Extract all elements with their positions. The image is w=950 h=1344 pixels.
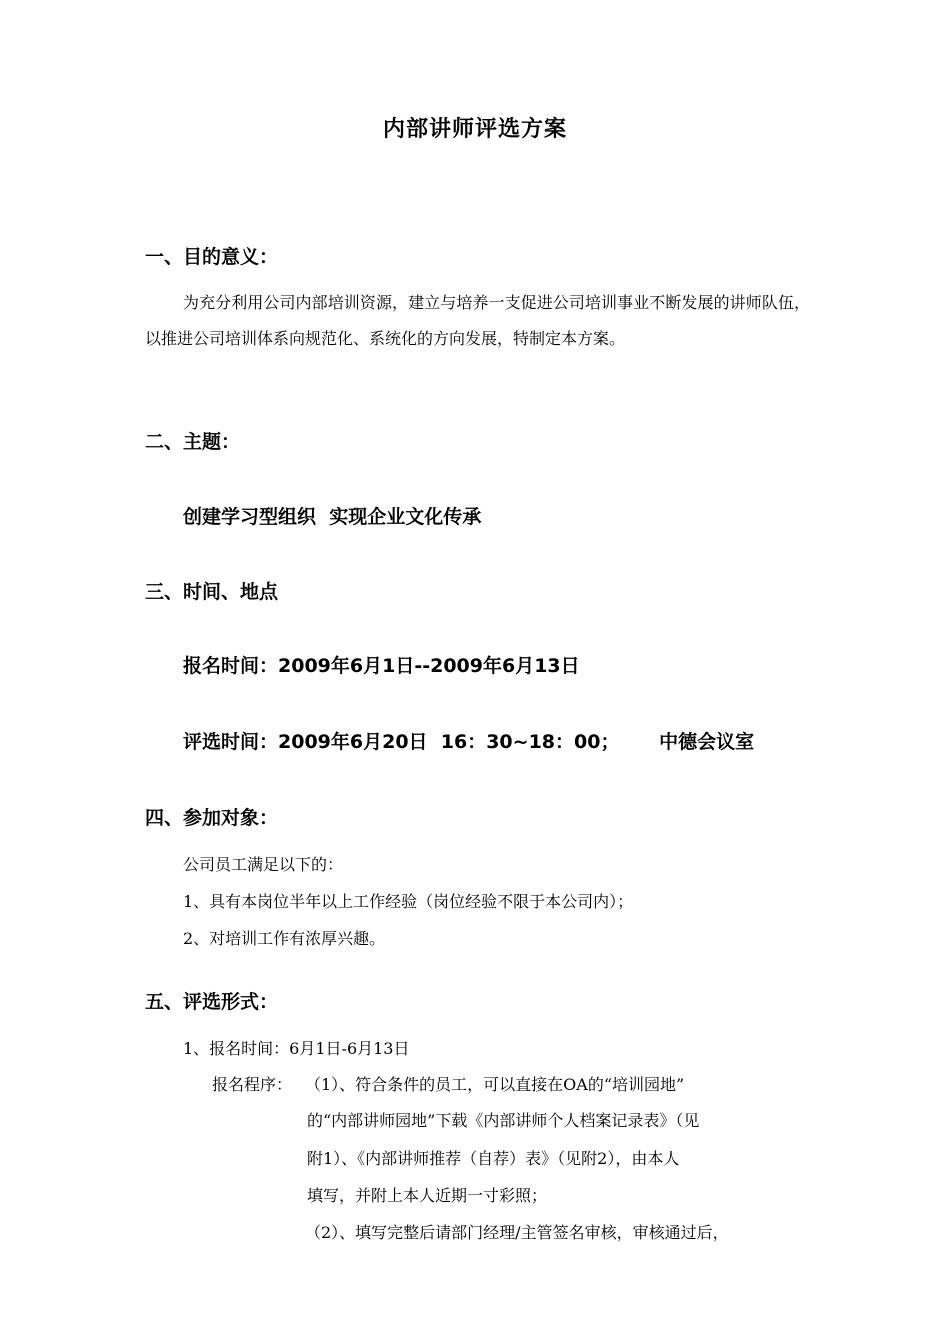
signup-time: 报名时间：2009年6月1日--2009年6月13日 (183, 655, 580, 677)
registration-step-1-line-3: 附1）、《内部讲师推荐（自荐）表》（见附2），由本人 (307, 1149, 680, 1168)
participants-item-2: 2、对培训工作有浓厚兴趣。 (183, 929, 386, 948)
section-heading-purpose: 一、目的意义： (145, 246, 279, 268)
registration-step-1-line-4: 填写，并附上本人近期一寸彩照； (307, 1186, 548, 1205)
registration-step-1-line-1: （1）、符合条件的员工，可以直接在OA的“培训园地” (305, 1075, 685, 1094)
section-heading-time-place: 三、时间、地点 (145, 581, 279, 603)
theme-text: 创建学习型组织 实现企业文化传承 (183, 506, 482, 528)
section-heading-participants: 四、参加对象： (145, 807, 279, 829)
registration-procedure-label: 报名程序： (212, 1075, 293, 1094)
section-heading-theme: 二、主题： (145, 431, 241, 453)
format-item-1: 1、报名时间：6月1日-6月13日 (183, 1039, 410, 1058)
participants-item-1: 1、具有本岗位半年以上工作经验（岗位经验不限于本公司内）； (183, 892, 634, 911)
section-heading-format: 五、评选形式： (145, 991, 279, 1013)
review-time-place: 评选时间：2009年6月20日 16：30~18：00； 中德会议室 (183, 731, 755, 753)
registration-step-2-line-1: （2）、填写完整后请部门经理/主管签名审核，审核通过后， (305, 1223, 729, 1242)
participants-intro: 公司员工满足以下的： (183, 855, 344, 874)
registration-step-1-line-2: 的“内部讲师园地”下载《内部讲师个人档案记录表》（见 (307, 1111, 700, 1130)
document-title: 内部讲师评选方案 (382, 117, 567, 142)
purpose-paragraph: 为充分利用公司内部培训资源，建立与培养一支促进公司培训事业不断发展的讲师队伍，以推进公司培训体系向规范化、系统化的方向发展，特制定本方案。 (145, 293, 810, 348)
